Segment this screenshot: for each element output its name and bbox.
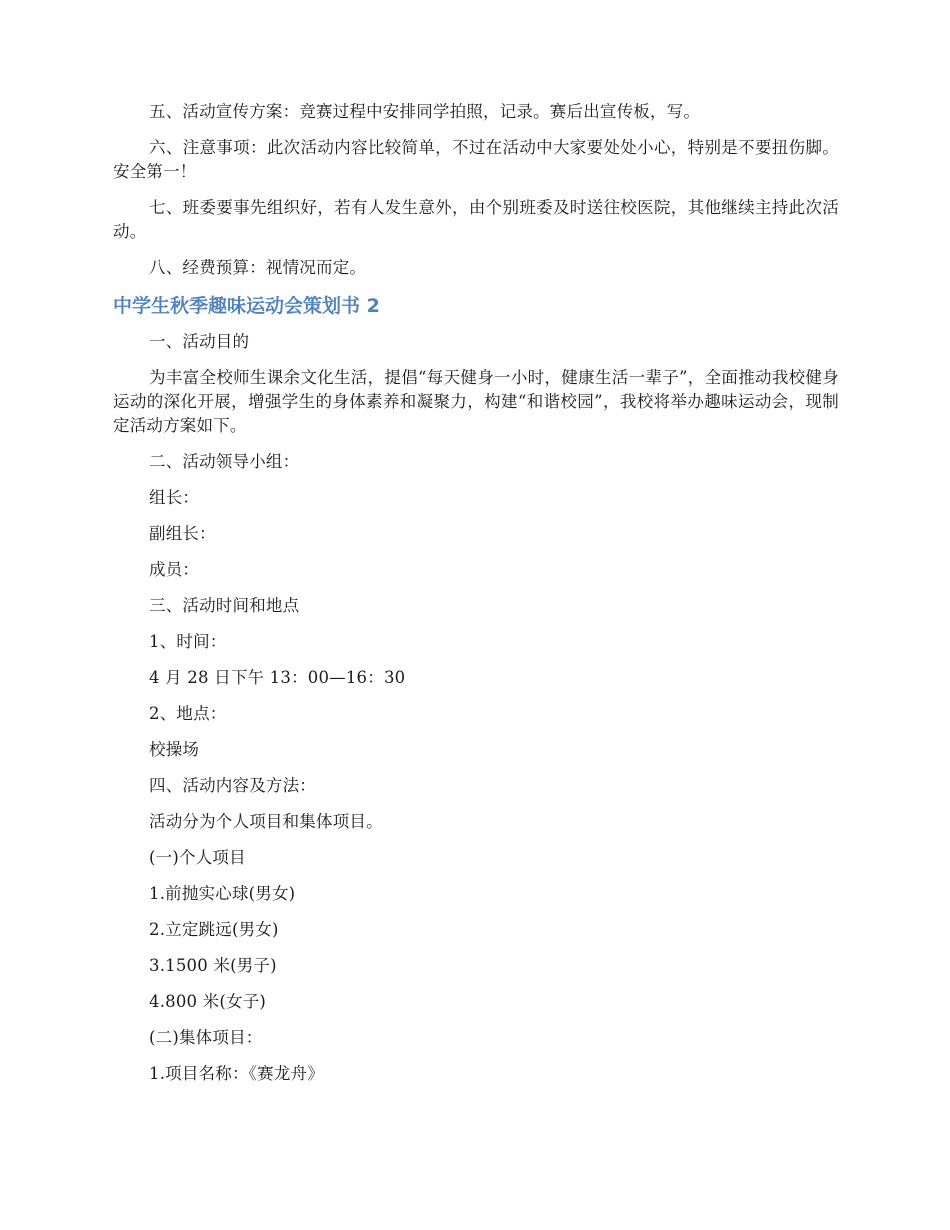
paragraph-deputy-leader: 副组长：	[149, 524, 216, 543]
paragraph-place-value: 校操场	[149, 740, 200, 759]
section-heading: 中学生秋季趣味运动会策划书 2	[113, 295, 380, 317]
paragraph-content-intro: 活动分为个人项目和集体项目。	[149, 812, 383, 831]
list-item: 2.立定跳远(男女)	[149, 920, 279, 939]
paragraph-time-value: 4 月 28 日下午 13：00—16：30	[149, 668, 406, 687]
paragraph-leader: 组长：	[149, 488, 200, 507]
list-item: 4.800 米(女子)	[149, 992, 267, 1011]
paragraph-purpose-title: 一、活动目的	[149, 332, 250, 351]
paragraph-leadership-title: 二、活动领导小组：	[149, 452, 300, 471]
paragraph-time-label: 1、时间：	[149, 632, 227, 651]
paragraph-group-title: (二)集体项目：	[149, 1028, 263, 1047]
paragraph-budget: 八、经费预算：视情况而定。	[149, 258, 367, 277]
list-item: 1.项目名称：《赛龙舟》	[149, 1064, 324, 1083]
paragraph-time-place-title: 三、活动时间和地点	[149, 596, 300, 615]
paragraph-content-title: 四、活动内容及方法：	[149, 776, 316, 795]
paragraph-committee: 七、班委要事先组织好，若有人发生意外，由个别班委及时送往校医院，其他继续主持此次活动。	[113, 198, 839, 241]
document-page	[113, 100, 839, 1098]
list-item: 1.前抛实心球(男女)	[149, 884, 296, 903]
paragraph-purpose-body: 为丰富全校师生课余文化生活，提倡“每天健身一小时，健康生活一辈子”，全面推动我校健身运动的深化开展，增强学生的身体素养和凝聚力，构建“和谐校园”，我校将举办趣味运动会，现制定活动方案如下。	[113, 368, 839, 435]
paragraph-publicity: 五、活动宣传方案：竞赛过程中安排同学拍照，记录。赛后出宣传板，写。	[149, 102, 701, 121]
paragraph-members: 成员：	[149, 560, 200, 579]
paragraph-notes: 六、注意事项：此次活动内容比较简单，不过在活动中大家要处处小心，特别是不要扭伤脚。安全第一！	[113, 138, 839, 181]
paragraph-individual-title: (一)个人项目	[149, 848, 246, 867]
list-item: 3.1500 米(男子)	[149, 956, 277, 975]
paragraph-place-label: 2、地点：	[149, 704, 227, 723]
